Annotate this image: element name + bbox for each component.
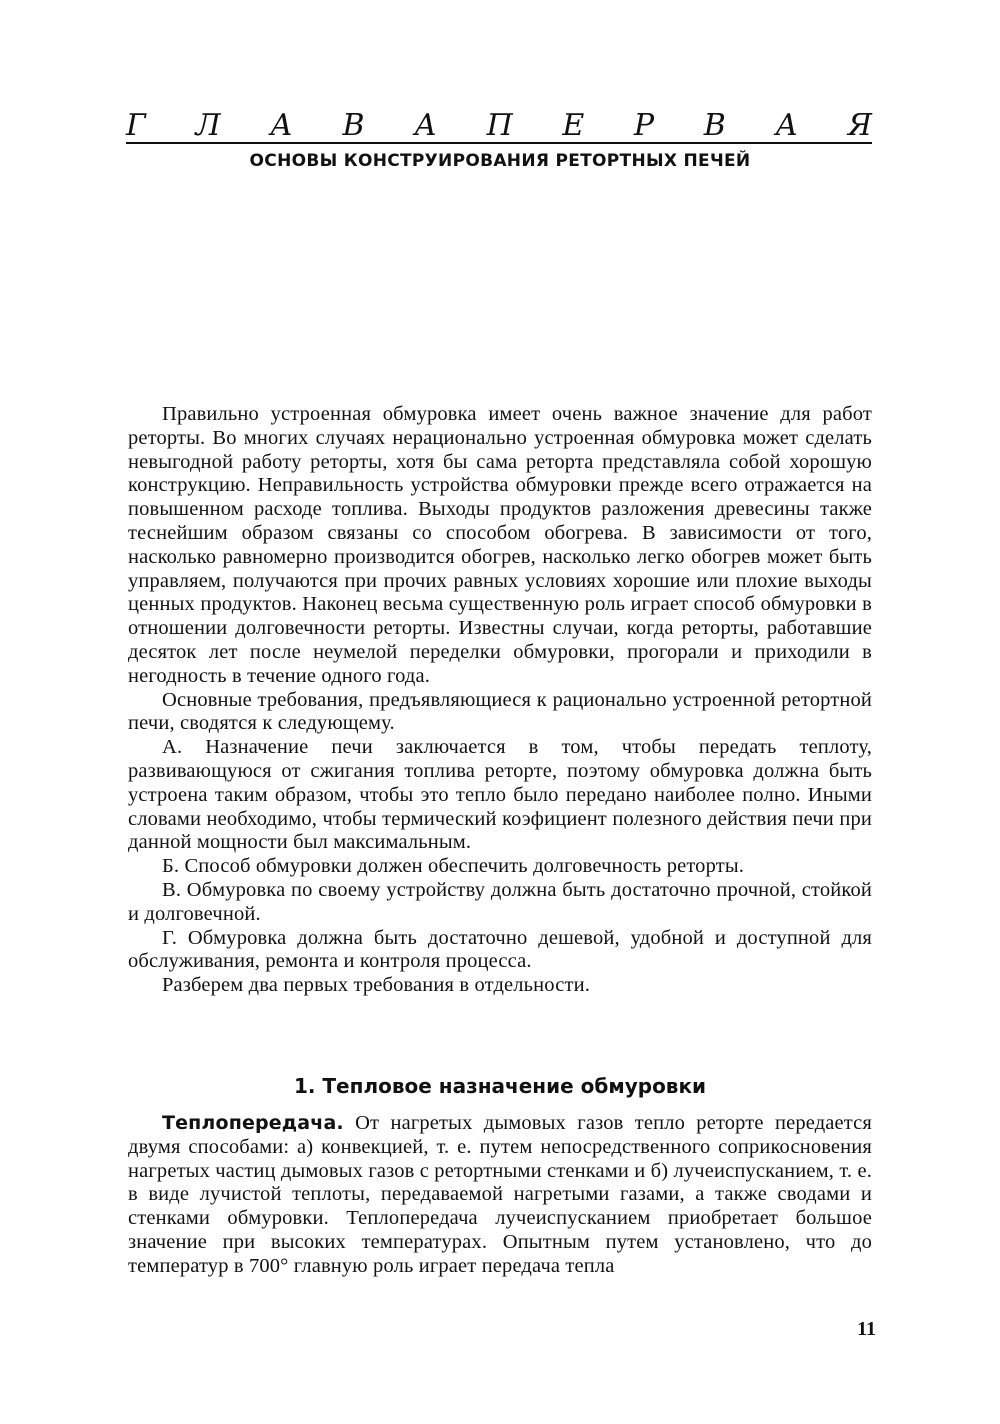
chapter-header-letter: А <box>414 107 437 143</box>
chapter-title: ОСНОВЫ КОНСТРУИРОВАНИЯ РЕТОРТНЫХ ПЕЧЕЙ <box>249 151 751 171</box>
paragraph: Г. Обмуровка должна быть достаточно дешевой, удобной и доступной для обслуживания, ремонта и контроля процесса. <box>128 926 872 973</box>
run-in-title: Теплопередача. <box>162 1112 344 1134</box>
chapter-header-letter: А <box>775 107 799 143</box>
chapter-header-letter: Е <box>562 107 585 143</box>
page-number: 11 <box>857 1318 876 1340</box>
chapter-rule <box>126 142 872 144</box>
chapter-header-letter: В <box>342 107 365 143</box>
section-heading: 1. Тепловое назначение обмуровки <box>293 1074 707 1098</box>
paragraph-text: От нагретых дымовых газов тепло реторте передается двумя способами: а) конвекцией, т. е. путем непосредственного соприкосновения нагретых частиц дымовых газов с ретортными стенками и б) лучеиспусканием, т. е. в виде лучистой теплоты, передаваемой нагретыми газами, а также сводами и стенками обмуровки. Теплопередача лучеиспусканием приобретает большое значение при высоких температурах. Опытным путем установлено, что до температур в 700° главную роль играет передача тепла <box>128 1112 872 1277</box>
chapter-header <box>126 107 872 143</box>
paragraph: Б. Способ обмуровки должен обеспечить долговечность реторты. <box>162 855 745 878</box>
paragraph: Основные требования, предъявляющиеся к рационально устроенной ретортной печи, сводятся к следующему. <box>128 688 872 735</box>
paragraph <box>128 1112 872 1279</box>
paragraph: Разберем два первых требования в отдельности. <box>162 974 590 997</box>
chapter-header-letter: Л <box>195 107 221 143</box>
chapter-header-letter: П <box>486 107 513 143</box>
paragraph: А. Назначение печи заключается в том, чтобы передать теплоту, развивающуюся от сжигания топлива реторте, поэтому обмуровка должна быть устроена таким образом, чтобы это тепло было передано наиболее полно. Иными словами необходимо, чтобы термический коэфициент полезного действия печи при данной мощности был максимальным. <box>128 736 872 854</box>
chapter-header-letter: Я <box>847 107 872 143</box>
intro-text <box>128 403 872 998</box>
chapter-header-letter: Р <box>633 107 655 143</box>
paragraph: В. Обмуровка по своему устройству должна быть достаточно прочной, стойкой и долговечной. <box>128 878 872 925</box>
chapter-header-letter: А <box>270 107 293 143</box>
section-text <box>128 1112 872 1279</box>
chapter-header-letter: В <box>703 107 726 143</box>
chapter-header-letter: Г <box>126 107 146 143</box>
paragraph: Правильно устроенная обмуровка имеет очень важное значение для работ реторты. Во многих случаях нерационально устроенная обмуровка может сделать невыгодной работу реторты, хотя бы сама реторта представляла собой хорошую конструкцию. Неправильность устройства обмуровки прежде всего отражается на повышенном расходе топлива. Выходы продуктов разложения древесины также теснейшим образом связаны со способом обогрева. В зависимости от того, насколько равномерно производится обогрев, насколько легко обогрев может быть управляем, получаются при прочих равных условиях хорошие или плохие выходы ценных продуктов. Наконец весьма существенную роль играет способ обмуровки в отношении долговечности реторты. Известны случаи, когда реторты, работавшие десяток лет после неумелой переделки обмуровки, прогорали и приходили в негодность в течение одного года. <box>128 403 872 687</box>
